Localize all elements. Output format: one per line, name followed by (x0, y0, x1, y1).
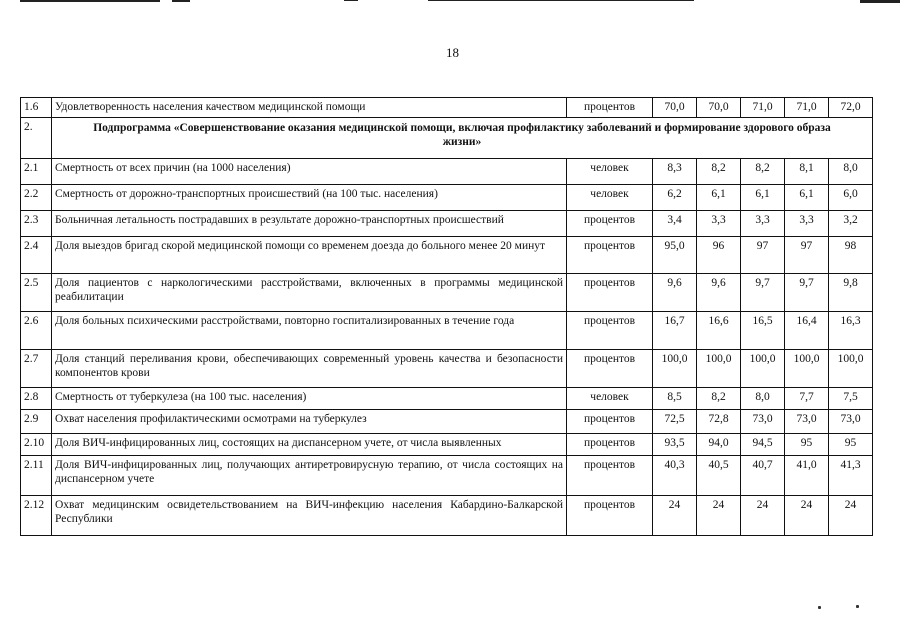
scan-artifact-line (172, 0, 190, 2)
row-number: 2.3 (21, 211, 52, 237)
unit-cell: человек (567, 388, 653, 410)
value-cell: 8,0 (741, 388, 785, 410)
unit-cell: процентов (567, 312, 653, 350)
subprogram-row (21, 118, 873, 159)
value-cell: 72,0 (829, 98, 873, 118)
value-cell: 100,0 (653, 350, 697, 388)
value-cell: 94,0 (697, 434, 741, 456)
value-cell: 8,2 (697, 159, 741, 185)
value-cell: 9,7 (785, 274, 829, 312)
unit-cell: процентов (567, 211, 653, 237)
value-cell: 3,3 (785, 211, 829, 237)
indicator-name: Доля станций переливания крови, обеспечивающих современный уровень качества и безопасности компонентов крови (52, 350, 567, 388)
row-number: 2.4 (21, 237, 52, 274)
unit-cell: процентов (567, 434, 653, 456)
unit-cell: процентов (567, 98, 653, 118)
value-cell: 95 (785, 434, 829, 456)
value-cell: 95 (829, 434, 873, 456)
unit-cell: процентов (567, 237, 653, 274)
value-cell: 24 (653, 496, 697, 536)
row-number: 2. (21, 118, 52, 159)
value-cell: 3,4 (653, 211, 697, 237)
value-cell: 70,0 (653, 98, 697, 118)
indicator-name: Больничная летальность пострадавших в результате дорожно-транспортных происшествий (52, 211, 567, 237)
row-number: 2.2 (21, 185, 52, 211)
unit-cell: процентов (567, 350, 653, 388)
value-cell: 8,3 (653, 159, 697, 185)
indicator-name: Смертность от дорожно-транспортных происшествий (на 100 тыс. населения) (52, 185, 567, 211)
row-number: 2.9 (21, 410, 52, 434)
page-number: 18 (446, 45, 459, 60)
value-cell: 8,2 (741, 159, 785, 185)
value-cell: 41,3 (829, 456, 873, 496)
table-row (21, 185, 873, 211)
value-cell: 94,5 (741, 434, 785, 456)
indicators-table (20, 97, 873, 536)
value-cell: 98 (829, 237, 873, 274)
row-number: 2.7 (21, 350, 52, 388)
indicator-name: Доля ВИЧ-инфицированных лиц, получающих антиретровирусную терапию, от числа состоящих на диспансерном учете (52, 456, 567, 496)
value-cell: 40,5 (697, 456, 741, 496)
value-cell: 8,5 (653, 388, 697, 410)
value-cell: 100,0 (741, 350, 785, 388)
value-cell: 7,7 (785, 388, 829, 410)
indicator-name: Доля пациентов с наркологическими расстройствами, включенных в программы медицинской реабилитации (52, 274, 567, 312)
row-number: 1.6 (21, 98, 52, 118)
value-cell: 6,1 (697, 185, 741, 211)
table-row (21, 159, 873, 185)
table-row (21, 388, 873, 410)
value-cell: 16,3 (829, 312, 873, 350)
scan-artifact-line (428, 0, 694, 1)
indicator-name: Доля ВИЧ-инфицированных лиц, состоящих на диспансерном учете, от числа выявленных (52, 434, 567, 456)
row-number: 2.8 (21, 388, 52, 410)
value-cell: 72,5 (653, 410, 697, 434)
value-cell: 6,1 (741, 185, 785, 211)
value-cell: 6,2 (653, 185, 697, 211)
value-cell: 24 (785, 496, 829, 536)
scan-artifact-dot (818, 606, 821, 609)
value-cell: 73,0 (741, 410, 785, 434)
value-cell: 73,0 (785, 410, 829, 434)
unit-cell: процентов (567, 410, 653, 434)
table-row (21, 312, 873, 350)
value-cell: 40,3 (653, 456, 697, 496)
value-cell: 100,0 (697, 350, 741, 388)
table-row (21, 410, 873, 434)
value-cell: 73,0 (829, 410, 873, 434)
indicator-name: Доля выездов бригад скорой медицинской помощи со временем доезда до больного менее 20 минут (52, 237, 567, 274)
value-cell: 97 (785, 237, 829, 274)
value-cell: 16,6 (697, 312, 741, 350)
indicator-name: Смертность от всех причин (на 1000 населения) (52, 159, 567, 185)
unit-cell: процентов (567, 274, 653, 312)
value-cell: 70,0 (697, 98, 741, 118)
value-cell: 100,0 (785, 350, 829, 388)
value-cell: 40,7 (741, 456, 785, 496)
row-number: 2.1 (21, 159, 52, 185)
row-number: 2.6 (21, 312, 52, 350)
table-row (21, 211, 873, 237)
indicator-name: Охват населения профилактическими осмотрами на туберкулез (52, 410, 567, 434)
value-cell: 6,0 (829, 185, 873, 211)
value-cell: 24 (697, 496, 741, 536)
scan-artifact-dot (856, 605, 859, 608)
value-cell: 95,0 (653, 237, 697, 274)
value-cell: 41,0 (785, 456, 829, 496)
indicator-name: Охват медицинским освидетельствованием на ВИЧ-инфекцию населения Кабардино-Балкарской Республики (52, 496, 567, 536)
value-cell: 97 (741, 237, 785, 274)
table-row (21, 274, 873, 312)
value-cell: 3,3 (697, 211, 741, 237)
table-row (21, 496, 873, 536)
value-cell: 3,2 (829, 211, 873, 237)
indicator-name: Смертность от туберкулеза (на 100 тыс. населения) (52, 388, 567, 410)
row-number: 2.5 (21, 274, 52, 312)
indicator-name: Удовлетворенность населения качеством медицинской помощи (52, 98, 567, 118)
value-cell: 9,7 (741, 274, 785, 312)
value-cell: 24 (829, 496, 873, 536)
value-cell: 16,5 (741, 312, 785, 350)
value-cell: 8,0 (829, 159, 873, 185)
value-cell: 71,0 (741, 98, 785, 118)
table-row (21, 434, 873, 456)
table-row (21, 350, 873, 388)
subprogram-title: Подпрограмма «Совершенствование оказания медицинской помощи, включая профилактику заболеваний и формирование здорового образа жизни» (52, 118, 873, 159)
unit-cell: процентов (567, 456, 653, 496)
row-number: 2.10 (21, 434, 52, 456)
table-row (21, 456, 873, 496)
value-cell: 16,7 (653, 312, 697, 350)
value-cell: 24 (741, 496, 785, 536)
scan-artifact-line (20, 0, 160, 2)
unit-cell: человек (567, 159, 653, 185)
value-cell: 9,8 (829, 274, 873, 312)
scan-artifact-line (344, 0, 358, 1)
table-body (21, 98, 873, 536)
indicator-name: Доля больных психическими расстройствами, повторно госпитализированных в течение года (52, 312, 567, 350)
value-cell: 9,6 (653, 274, 697, 312)
value-cell: 93,5 (653, 434, 697, 456)
row-number: 2.11 (21, 456, 52, 496)
value-cell: 7,5 (829, 388, 873, 410)
value-cell: 71,0 (785, 98, 829, 118)
table-row (21, 98, 873, 118)
value-cell: 6,1 (785, 185, 829, 211)
value-cell: 9,6 (697, 274, 741, 312)
value-cell: 100,0 (829, 350, 873, 388)
value-cell: 72,8 (697, 410, 741, 434)
unit-cell: человек (567, 185, 653, 211)
value-cell: 8,2 (697, 388, 741, 410)
table-row (21, 237, 873, 274)
value-cell: 96 (697, 237, 741, 274)
value-cell: 3,3 (741, 211, 785, 237)
value-cell: 8,1 (785, 159, 829, 185)
row-number: 2.12 (21, 496, 52, 536)
scan-artifact-line (860, 0, 900, 3)
value-cell: 16,4 (785, 312, 829, 350)
unit-cell: процентов (567, 496, 653, 536)
